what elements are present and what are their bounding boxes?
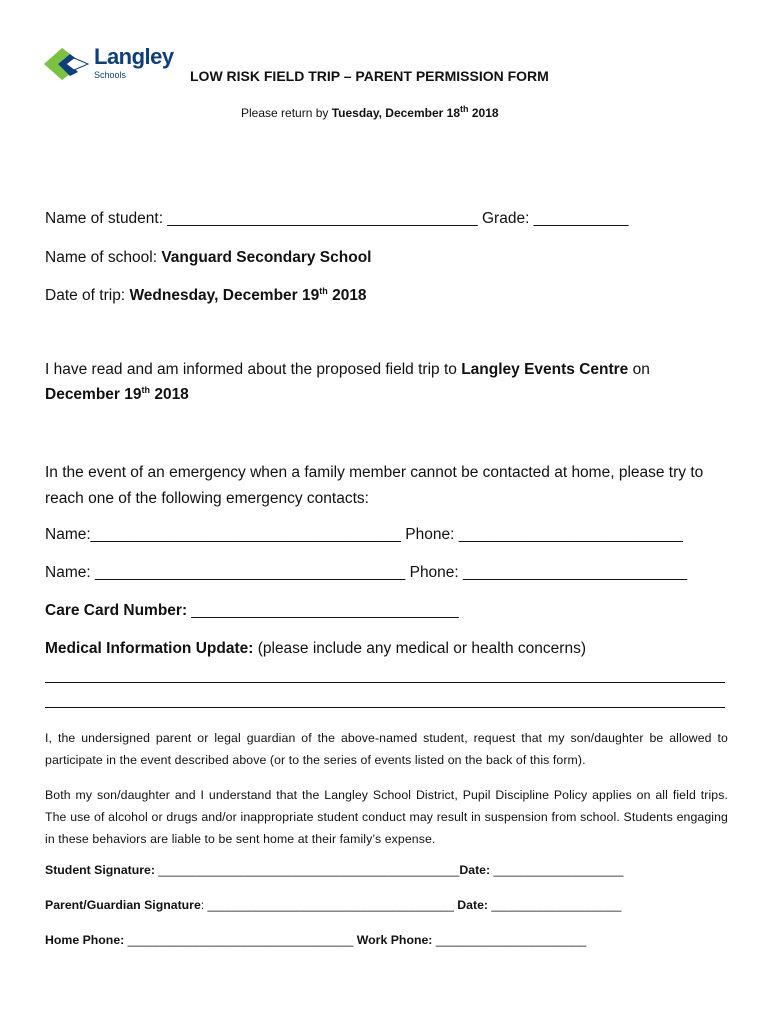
- parent-signature-line: Parent/Guardian Signature: ____________________________________ Date: ___________________: [45, 898, 622, 912]
- contact-2-name-field[interactable]: Name: ____________________________________: [45, 564, 406, 581]
- consent-paragraph-1: I, the undersigned parent or legal guardian of the above-named student, request that my son/daughter be allowed to participate in the event described above (or to the series of events listed on the back of this form).: [45, 731, 728, 767]
- medical-label: Medical Information Update:: [45, 640, 254, 657]
- contact-1-name-field[interactable]: Name:____________________________________: [45, 526, 401, 543]
- grade-label: Grade:: [477, 210, 534, 227]
- grade-field[interactable]: ___________: [533, 210, 629, 227]
- medical-field-line-2[interactable]: [45, 707, 725, 708]
- informed-statement: I have read and am informed about the proposed field trip to Langley Events Centre on December 19th 2018: [45, 361, 650, 403]
- work-phone-label: Work Phone:: [353, 933, 433, 947]
- return-deadline: Please return by Tuesday, December 18th 2018: [241, 104, 499, 120]
- logo-wordmark: Langley: [94, 44, 174, 69]
- contact-2-phone-field[interactable]: Phone: __________________________: [405, 564, 688, 581]
- trip-date-line: Date of trip: Wednesday, December 19th 2018: [45, 285, 367, 304]
- home-phone-label: Home Phone:: [45, 933, 125, 947]
- logo-mark-icon: [44, 46, 92, 86]
- logo-subtitle: Schools: [94, 70, 127, 80]
- home-phone-field[interactable]: _________________________________: [124, 933, 354, 947]
- form-title: LOW RISK FIELD TRIP – PARENT PERMISSION FORM: [190, 68, 549, 84]
- care-card-field[interactable]: _______________________________: [187, 602, 459, 619]
- parent-signature-label: Parent/Guardian Signature: [45, 898, 201, 912]
- parent-signature-field[interactable]: ____________________________________: [204, 898, 454, 912]
- langley-schools-logo: [44, 46, 176, 86]
- event-venue: Langley Events Centre: [461, 361, 629, 378]
- school-label: Name of school:: [45, 249, 162, 266]
- trip-date-value: Wednesday, December 19: [129, 287, 320, 304]
- student-name-line: [45, 210, 629, 228]
- student-signature-label: Student Signature:: [45, 863, 155, 877]
- trip-date-label: Date of trip:: [45, 287, 130, 304]
- work-phone-field[interactable]: ______________________: [432, 933, 587, 947]
- student-signature-line: [45, 863, 623, 877]
- medical-field-line-1[interactable]: [45, 682, 725, 683]
- phone-line: [45, 933, 586, 947]
- student-name-label: Name of student:: [45, 210, 168, 227]
- emergency-contact-2: [45, 564, 687, 582]
- medical-note: (please include any medical or health concerns): [253, 640, 586, 657]
- contact-1-phone-field[interactable]: Phone: __________________________: [401, 526, 683, 543]
- student-signature-field[interactable]: ____________________________________________: [155, 863, 460, 877]
- school-line: [45, 249, 371, 267]
- school-value: Vanguard Secondary School: [161, 249, 372, 266]
- care-card-line: [45, 602, 459, 620]
- emergency-intro: In the event of an emergency when a family member cannot be contacted at home, please try to reach one of the following emergency contacts:: [45, 464, 704, 507]
- care-card-label: Care Card Number:: [45, 602, 188, 619]
- student-date-field[interactable]: ___________________: [490, 863, 624, 877]
- medical-line: [45, 640, 586, 658]
- emergency-contact-1: [45, 526, 683, 544]
- student-name-field[interactable]: ____________________________________: [167, 210, 478, 227]
- student-date-label: Date:: [459, 863, 491, 877]
- parent-date-label: Date:: [453, 898, 489, 912]
- consent-paragraph-2: Both my son/daughter and I understand that the Langley School District, Pupil Discipline Policy applies on all field trips. The use of alcohol or drugs and/or inappropriate student conduct may result in suspension from school. Students engaging in these behaviors are liable to be sent home at their family’s expense.: [45, 788, 728, 846]
- parent-date-field[interactable]: ___________________: [488, 898, 622, 912]
